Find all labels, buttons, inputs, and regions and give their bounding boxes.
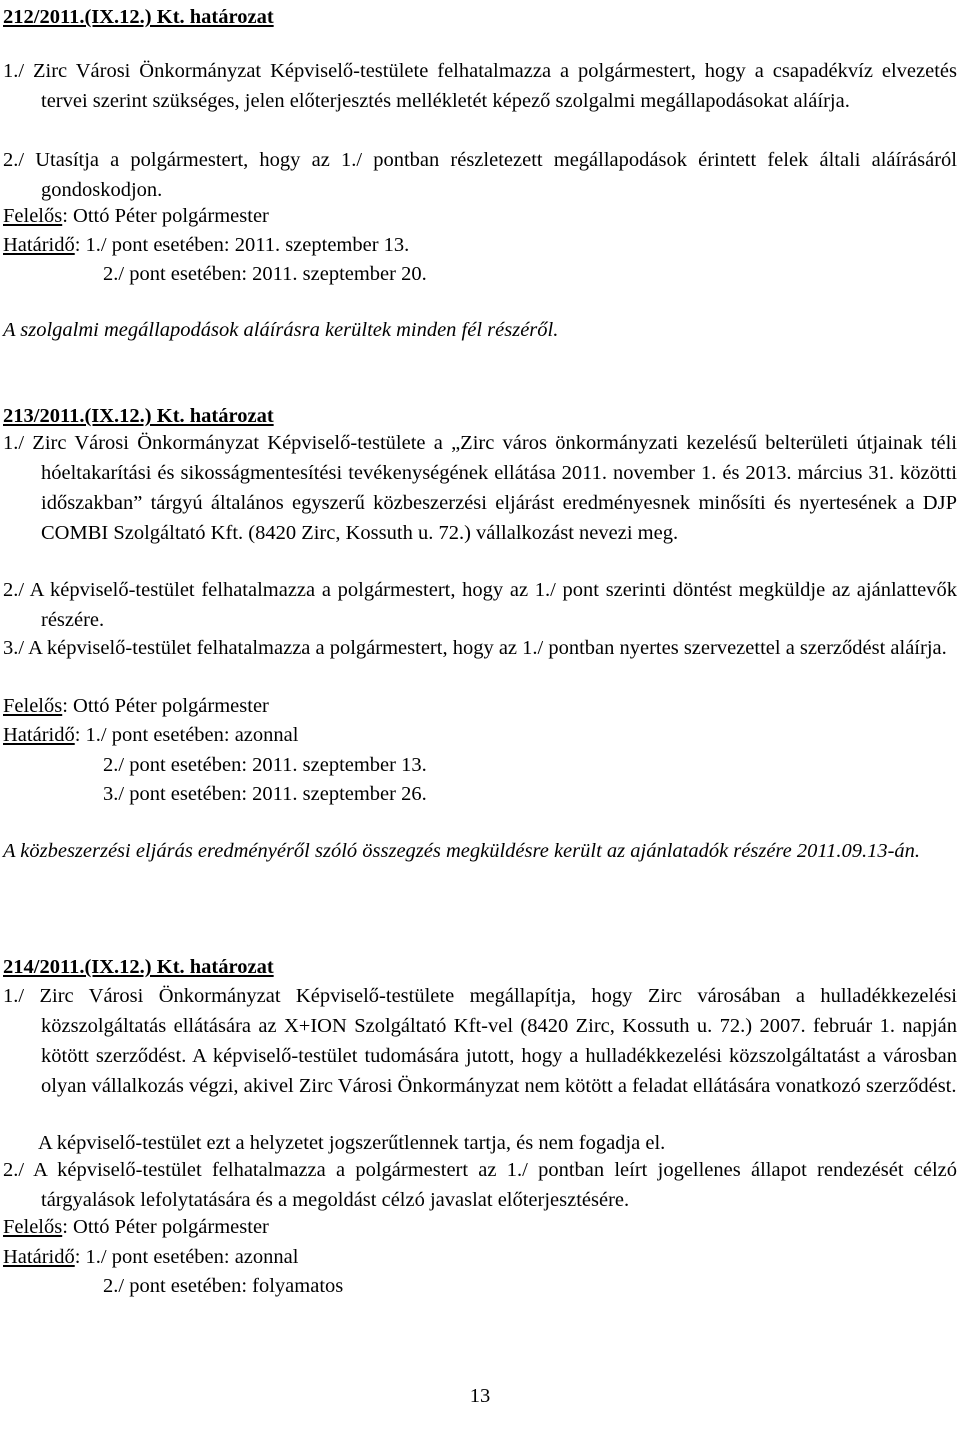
hatarido-label: Határidő	[3, 724, 75, 746]
resolution-item: 2./ A képviselő-testület felhatalmazza a polgármestert az 1./ pontban leírt jogellenes állapot rendezését célzó tárgyalások lefolytatására és a megoldást célzó javaslat előterjesztésére.	[3, 1159, 957, 1211]
felelos-label: Felelős	[3, 205, 63, 227]
hatarido-line	[3, 230, 409, 260]
resolution-heading: 214/2011.(IX.12.) Kt. határozat	[3, 956, 274, 978]
page-number: 13	[469, 1385, 491, 1407]
resolution-item: 3./ A képviselő-testület felhatalmazza a polgármestert, hogy az 1./ pontban nyertes szervezettel a szerződést aláírja.	[3, 637, 947, 659]
hatarido-value: 2./ pont esetében: 2011. szeptember 13.	[103, 754, 427, 776]
resolution-item: 1./ Zirc Városi Önkormányzat Képviselő-testülete a „Zirc város önkormányzati kezelésű belterületi útjainak téli hóeltakarítási és sikosságmentesítési tevékenységének ellátása 2011. november 1. és 2013. március 31. közötti időszakban” tárgyú általános egyszerű közbeszerzési eljárást eredményesnek minősíti és nyertesének a DJP COMBI Szolgáltató Kft. (8420 Zirc, Kossuth u. 72.) vállalkozást nevezi meg.	[3, 432, 957, 544]
felelos-label: Felelős	[3, 1216, 63, 1238]
hatarido-value: : 1./ pont esetében: 2011. szeptember 13.	[74, 234, 410, 256]
resolution-item: 1./ Zirc Városi Önkormányzat Képviselő-testülete felhatalmazza a polgármestert, hogy a csapadékvíz elvezetés tervei szerint szükséges, jelen előterjesztés mellékletét képező szolgalmi megállapodásokat aláírja.	[3, 60, 957, 112]
felelos-value: : Ottó Péter polgármester	[62, 695, 269, 717]
hatarido-label: Határidő	[3, 1246, 75, 1268]
hatarido-value: 2./ pont esetében: folyamatos	[103, 1275, 344, 1297]
resolution-heading: 213/2011.(IX.12.) Kt. határozat	[3, 405, 274, 427]
felelos-line	[3, 691, 269, 721]
hatarido-label: Határidő	[3, 234, 75, 256]
resolution-item: 2./ Utasítja a polgármestert, hogy az 1./ pontban részletezett megállapodások érintett felek általi aláírásáról gondoskodjon.	[3, 149, 957, 201]
felelos-label: Felelős	[3, 695, 63, 717]
hatarido-value: 2./ pont esetében: 2011. szeptember 20.	[103, 263, 427, 285]
resolution-item: 2./ A képviselő-testület felhatalmazza a polgármestert, hogy az 1./ pont szerinti döntést megküldje az ajánlattevők részére.	[3, 579, 957, 631]
felelos-line	[3, 201, 269, 231]
hatarido-value: : 1./ pont esetében: azonnal	[74, 1246, 299, 1268]
resolution-heading: 212/2011.(IX.12.) Kt. határozat	[3, 6, 274, 28]
resolution-note: A közbeszerzési eljárás eredményéről szóló összegzés megküldésre került az ajánlatadók részére 2011.09.13-án.	[3, 840, 921, 862]
resolution-item: 1./ Zirc Városi Önkormányzat Képviselő-testülete megállapítja, hogy Zirc városában a hulladékkezelési közszolgáltatás ellátására az X+ION Szolgáltató Kft-vel (8420 Zirc, Kossuth u. 72.) 2007. február 1. napján kötött szerződést. A képviselő-testület tudomására jutott, hogy a hulladékkezelési közszolgáltatást a városban olyan vállalkozás végzi, akivel Zirc Városi Önkormányzat nem kötött a feladat ellátására vonatkozó szerződést.	[3, 985, 957, 1097]
resolution-note: A szolgalmi megállapodások aláírásra kerültek minden fél részéről.	[3, 319, 559, 341]
resolution-item: A képviselő-testület ezt a helyzetet jogszerűtlennek tartja, és nem fogadja el.	[38, 1132, 666, 1154]
felelos-line	[3, 1212, 269, 1242]
hatarido-line	[3, 1242, 298, 1272]
hatarido-value: 3./ pont esetében: 2011. szeptember 26.	[103, 783, 427, 805]
hatarido-value: : 1./ pont esetében: azonnal	[74, 724, 299, 746]
felelos-value: : Ottó Péter polgármester	[62, 1216, 269, 1238]
hatarido-line	[3, 720, 298, 750]
felelos-value: : Ottó Péter polgármester	[62, 205, 269, 227]
